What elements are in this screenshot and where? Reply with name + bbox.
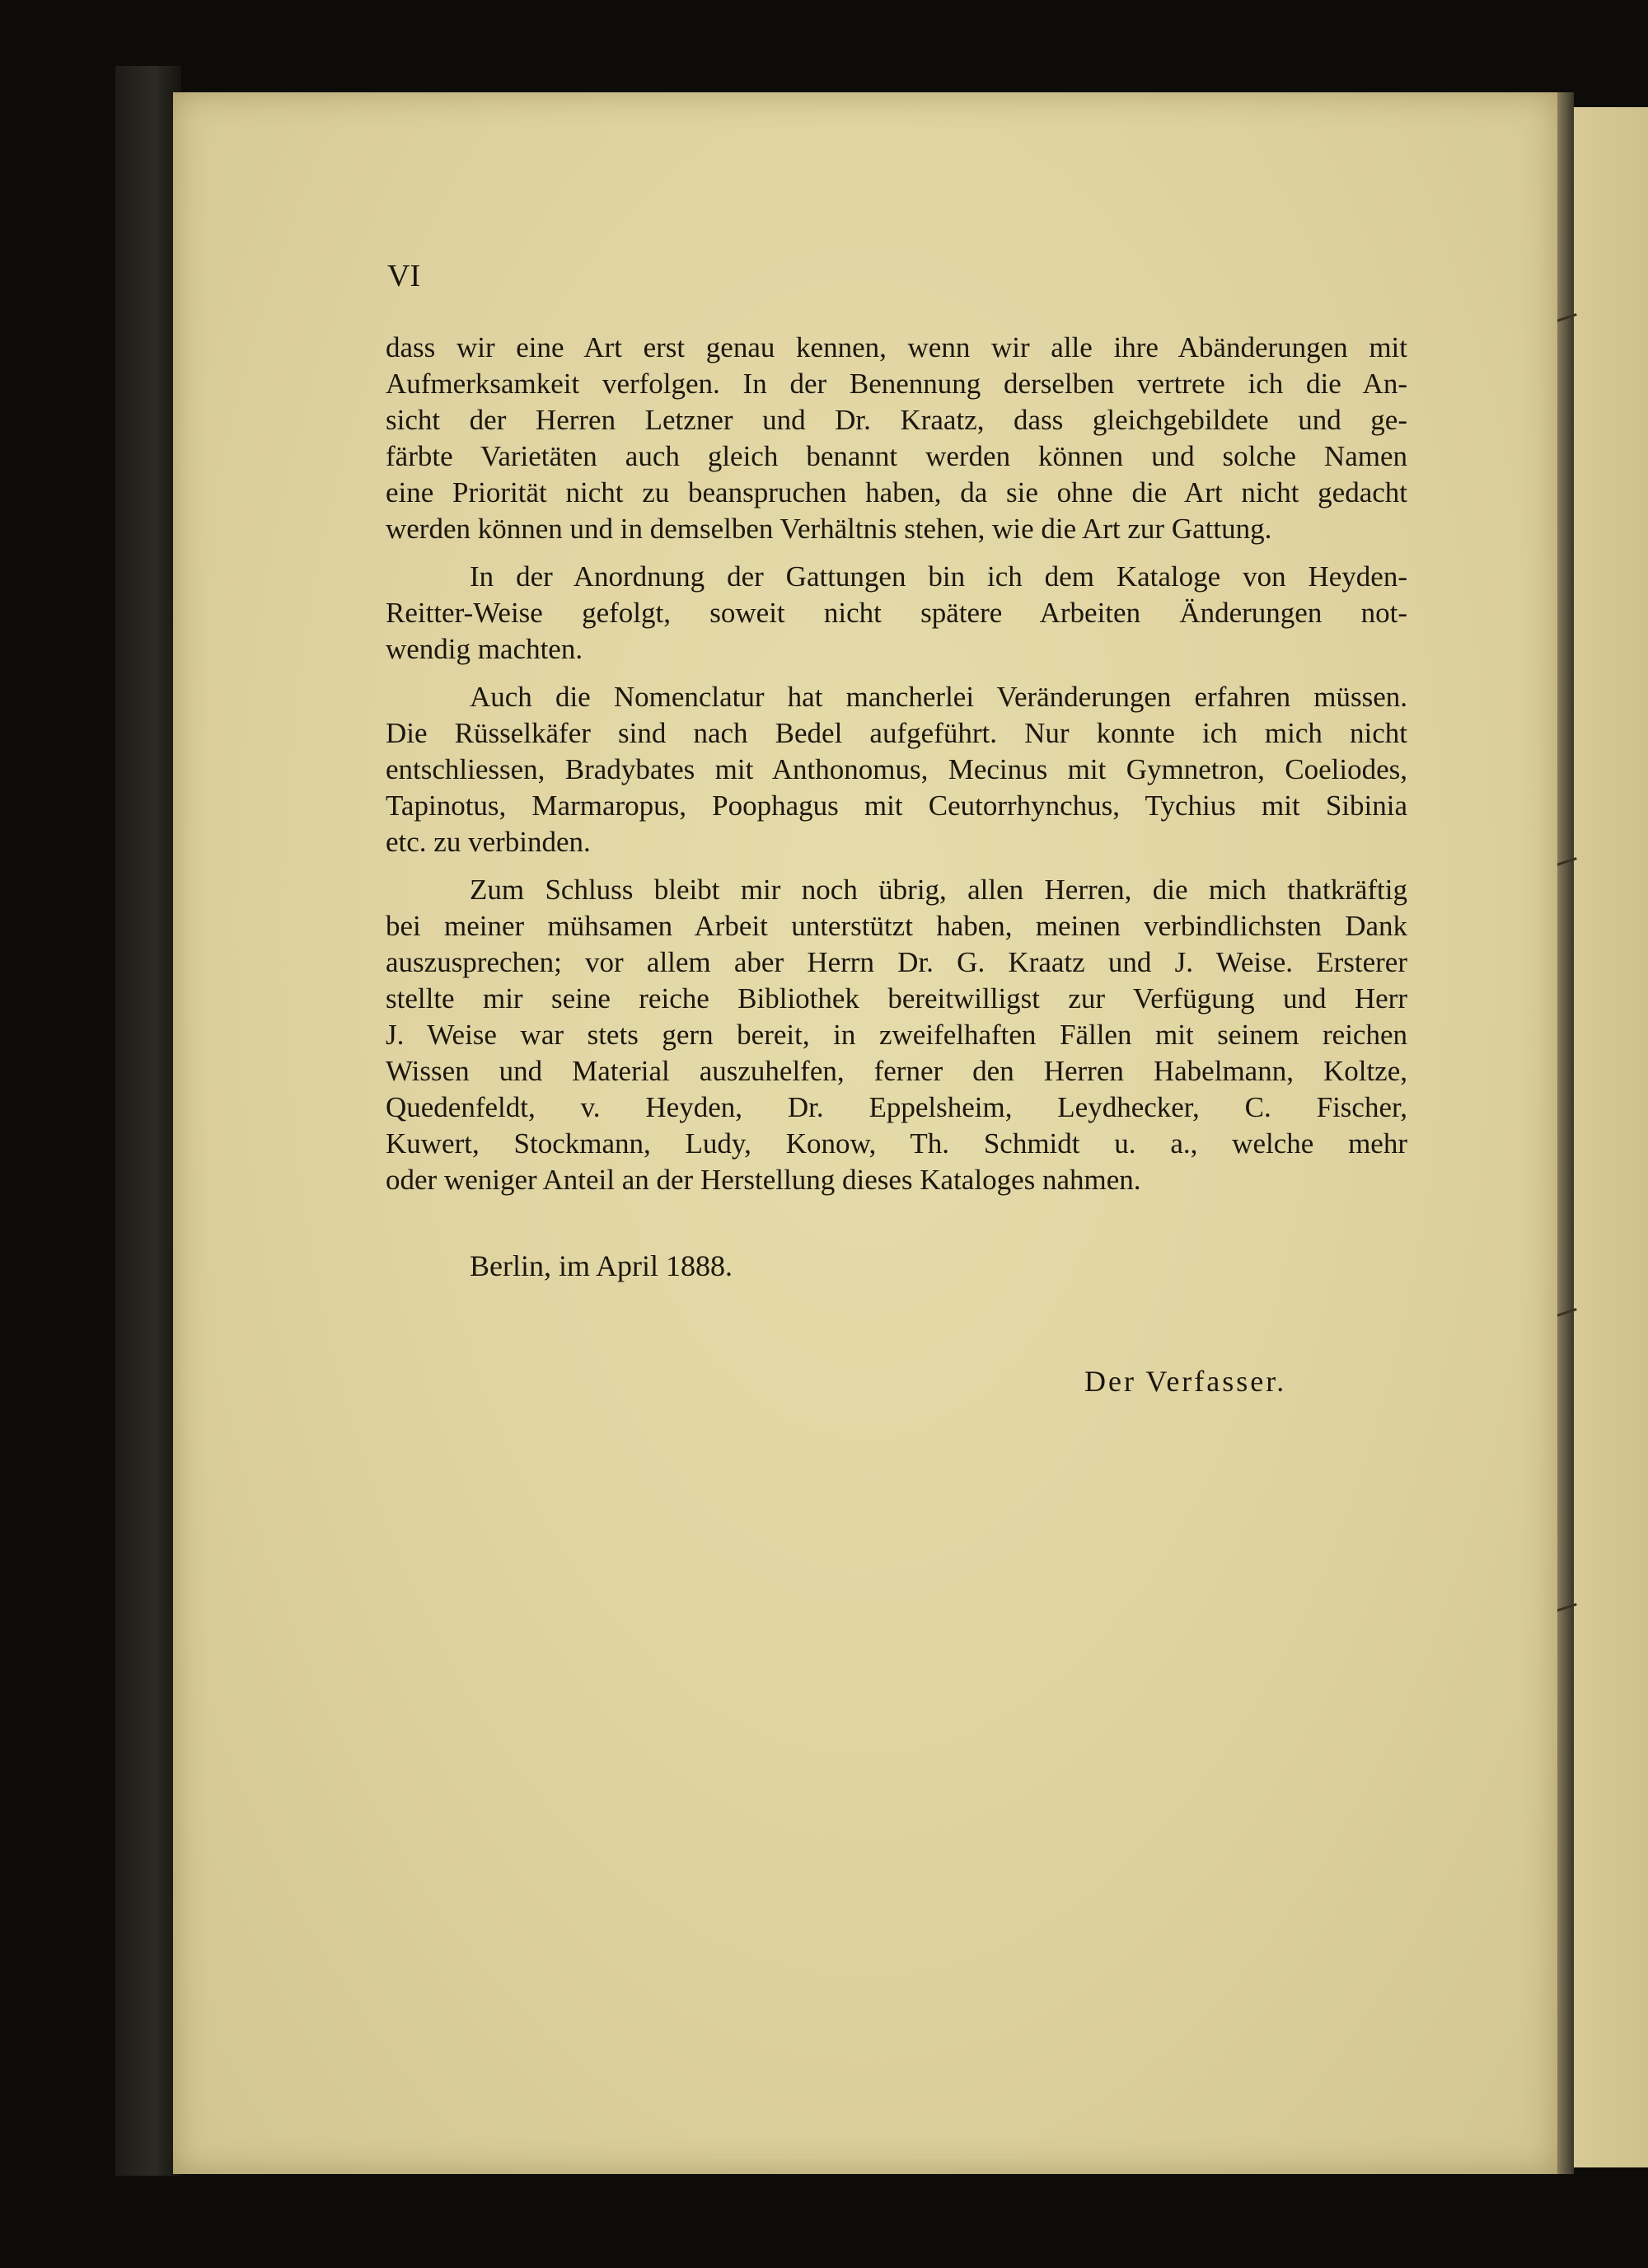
text-line: oder weniger Anteil an der Herstellung dieses Kataloges nahmen.	[386, 1164, 1141, 1196]
text-line: In der Anordnung der Gattungen bin ich dem Kataloge von Heyden-	[470, 560, 1407, 593]
book-binding	[115, 66, 181, 2176]
text-line: entschliessen, Bradybates mit Anthonomus, Mecinus mit Gymnetron, Coeliodes,	[386, 753, 1407, 785]
adjacent-page-edge	[1574, 107, 1648, 2167]
text-line: Quedenfeldt, v. Heyden, Dr. Eppelsheim, Leydhecker, C. Fischer,	[386, 1091, 1407, 1123]
text-line: eine Priorität nicht zu beanspruchen haben, da sie ohne die Art nicht gedacht	[386, 476, 1407, 508]
text-line: Reitter-Weise gefolgt, soweit nicht spätere Arbeiten Änderungen not-	[386, 597, 1407, 629]
author-signature: Der Verfasser.	[1084, 1365, 1287, 1398]
text-line: Die Rüsselkäfer sind nach Bedel aufgeführt. Nur konnte ich mich nicht	[386, 717, 1407, 749]
place-and-date: Berlin, im April 1888.	[470, 1249, 733, 1282]
text-line: etc. zu verbinden.	[386, 826, 591, 858]
text-line: auszusprechen; vor allem aber Herrn Dr. G. Kraatz und J. Weise. Ersterer	[386, 946, 1407, 978]
text-line: J. Weise war stets gern bereit, in zweifelhaften Fällen mit seinem reichen	[386, 1019, 1407, 1051]
text-line: Kuwert, Stockmann, Ludy, Konow, Th. Schmidt u. a., welche mehr	[386, 1127, 1407, 1160]
text-line: bei meiner mühsamen Arbeit unterstützt haben, meinen verbindlichsten Dank	[386, 910, 1407, 942]
text-line: stellte mir seine reiche Bibliothek bereitwilligst zur Verfügung und Herr	[386, 982, 1407, 1015]
text-line: Wissen und Material auszuhelfen, ferner den Herren Habelmann, Koltze,	[386, 1055, 1407, 1087]
text-line: Tapinotus, Marmaropus, Poophagus mit Ceutorrhynchus, Tychius mit Sibinia	[386, 790, 1407, 822]
page-number: VI	[387, 259, 421, 293]
text-line: färbte Varietäten auch gleich benannt werden können und solche Namen	[386, 440, 1407, 472]
page-gutter	[1556, 92, 1574, 2174]
body-text	[386, 330, 1407, 1198]
text-line: Aufmerksamkeit verfolgen. In der Benennung derselben vertrete ich die An-	[386, 368, 1407, 400]
text-line: sicht der Herren Letzner und Dr. Kraatz, dass gleichgebildete und ge-	[386, 404, 1407, 436]
text-line: dass wir eine Art erst genau kennen, wenn wir alle ihre Abänderungen mit	[386, 331, 1407, 363]
text-line: werden können und in demselben Verhältnis stehen, wie die Art zur Gattung.	[386, 513, 1272, 545]
text-line: wendig machten.	[386, 633, 583, 665]
text-line: Zum Schluss bleibt mir noch übrig, allen Herren, die mich thatkräftig	[470, 874, 1407, 906]
text-line: Auch die Nomenclatur hat mancherlei Veränderungen erfahren müssen.	[470, 681, 1407, 713]
